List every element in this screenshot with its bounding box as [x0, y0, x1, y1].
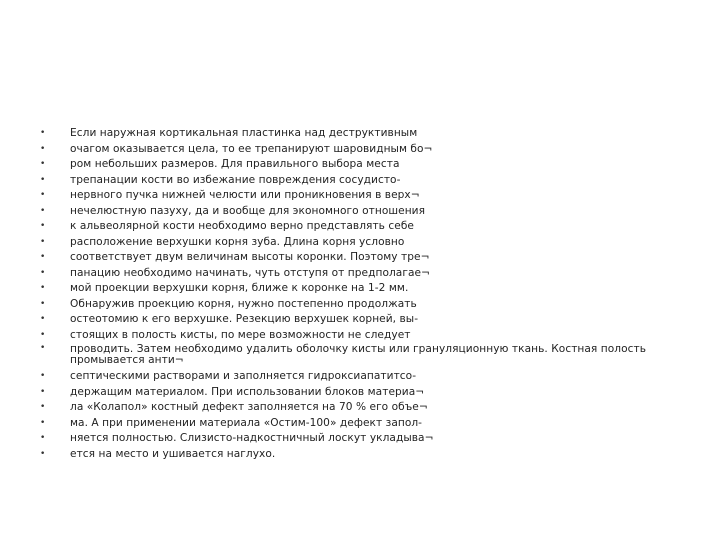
list-item: [40, 173, 712, 189]
list-item: [40, 157, 712, 173]
line-text: няется полностью. Слизисто-надкостничный лоскут укладыва¬: [70, 432, 434, 444]
bullet-icon: •: [40, 283, 46, 293]
bullet-icon: •: [40, 386, 46, 397]
list-item: [40, 297, 712, 313]
bullet-icon: •: [40, 343, 46, 353]
bullet-icon: •: [40, 433, 46, 443]
line-text: мой проекции верхушки корня, ближе к коронке на 1-2 мм.: [70, 282, 409, 294]
list-item: [40, 266, 712, 282]
list-item: [40, 126, 712, 142]
bullet-icon: •: [40, 448, 46, 459]
line-text: остеотомию к его верхушке. Резекцию верхушек корней, вы-: [70, 313, 419, 325]
bullet-icon: •: [40, 159, 46, 169]
bullet-icon: •: [40, 143, 46, 154]
list-item: [40, 369, 712, 385]
bullet-icon: •: [40, 402, 46, 412]
line-text: проводить. Затем необходимо удалить оболочку кисты или грануляционную ткань. Костная полость промывается анти¬: [70, 343, 647, 366]
list-item: [40, 447, 712, 463]
list-item: [40, 312, 712, 328]
list-item: [40, 204, 712, 220]
line-text: к альвеолярной кости необходимо верно представлять себе: [70, 220, 414, 232]
line-text: нервного пучка нижней челюсти или проникновения в верх¬: [70, 189, 420, 201]
list-item: [40, 328, 712, 344]
bullet-icon: •: [40, 329, 46, 340]
line-text: ла «Колапол» костный дефект заполняется на 70 % его объе¬: [70, 401, 428, 413]
line-text: очагом оказывается цела, то ее трепанируют шаровидным бо¬: [70, 142, 433, 155]
bullet-icon: •: [40, 221, 46, 231]
list-item: [40, 250, 712, 266]
line-text: расположение верхушки корня зуба. Длина корня условно: [70, 235, 405, 248]
list-item: [40, 400, 712, 416]
bullet-icon: •: [40, 190, 46, 200]
line-text: трепанации кости во избежание повреждения сосудисто-: [70, 173, 401, 186]
list-item: [40, 219, 712, 235]
line-text: ма. А при применении материала «Остим-100» дефект запол-: [70, 416, 423, 429]
line-text: соответствует двум величинам высоты коронки. Поэтому тре¬: [70, 251, 430, 263]
list-item: [40, 343, 712, 369]
list-item: [40, 235, 712, 251]
bullet-icon: •: [40, 417, 46, 428]
list-item: [40, 385, 712, 401]
bullet-icon: •: [40, 267, 46, 278]
list-item: [40, 142, 712, 158]
line-text: Обнаружив проекцию корня, нужно постепенно продолжать: [70, 297, 417, 310]
line-text: стоящих в полость кисты, по мере возможности не следует: [70, 328, 411, 341]
line-text: нечелюстную пазуху, да и вообще для экономного отношения: [70, 204, 426, 217]
bullet-icon: •: [40, 205, 46, 216]
list-item: [40, 281, 712, 297]
line-text: держащим материалом. При использовании блоков материа¬: [70, 385, 425, 398]
bullet-icon: •: [40, 128, 46, 138]
bullet-icon: •: [40, 371, 46, 381]
list-item: [40, 416, 712, 432]
bullet-icon: •: [40, 314, 46, 324]
bullet-icon: •: [40, 252, 46, 262]
line-text: септическими растворами и заполняется гидроксиапатитсо-: [70, 370, 417, 382]
line-text: ется на место и ушивается наглухо.: [70, 447, 276, 460]
line-text: Если наружная кортикальная пластинка над деструктивным: [70, 127, 418, 139]
bullet-text-list: [40, 126, 712, 462]
bullet-icon: •: [40, 298, 46, 309]
list-item: [40, 431, 712, 447]
line-text: панацию необходимо начинать, чуть отступя от предполагае¬: [70, 266, 430, 279]
list-item: [40, 188, 712, 204]
line-text: ром небольших размеров. Для правильного выбора места: [70, 158, 400, 170]
bullet-icon: •: [40, 236, 46, 247]
bullet-icon: •: [40, 174, 46, 185]
